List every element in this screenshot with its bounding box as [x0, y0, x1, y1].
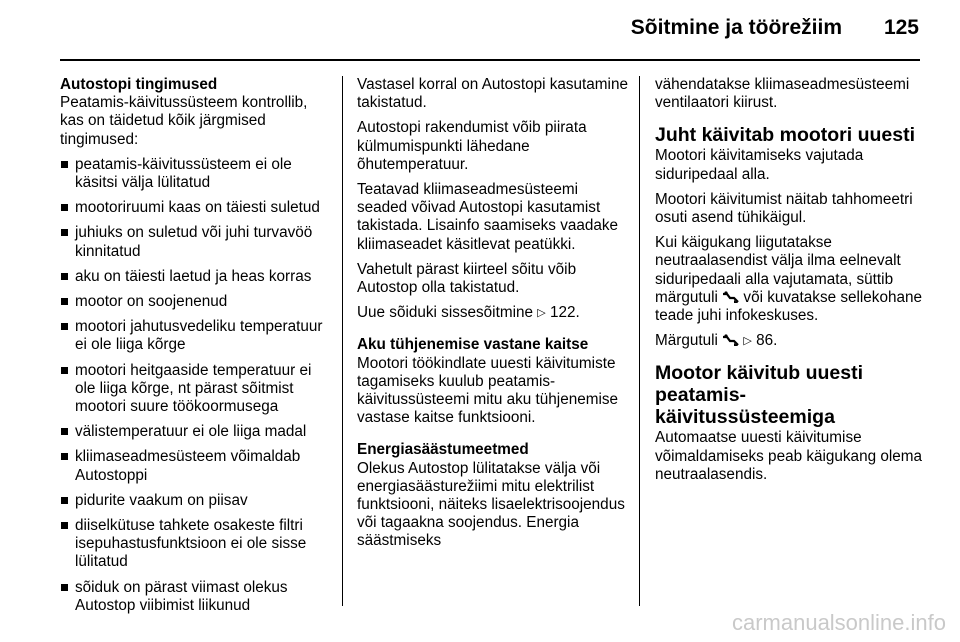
bullet-icon — [61, 204, 68, 211]
column-1 — [60, 76, 332, 615]
bullet-icon — [61, 298, 68, 305]
bullet-icon — [61, 584, 68, 591]
paragraph-text: Märgutuli — [655, 332, 718, 350]
list-item — [60, 224, 332, 260]
paragraph: vähendatakse kliimaseadmesüsteemi ventilaatori kiirust. — [655, 76, 910, 112]
bullet-icon — [61, 453, 68, 460]
column-3 — [655, 76, 923, 491]
list-item — [60, 199, 332, 217]
list-item — [60, 517, 332, 572]
bullet-icon — [61, 428, 68, 435]
list-item — [60, 579, 332, 615]
list-item-text: pidurite vaakum on piisav — [75, 491, 248, 509]
column-divider — [342, 76, 343, 606]
paragraph: Vastasel korral on Autostopi kasutamine takistatud. — [357, 76, 628, 112]
paragraph: Vahetult pärast kiirteel sõitu võib Autostop olla takistatud. — [357, 260, 577, 297]
driver-restart-heading: Juht käivitab mootori uuesti — [655, 124, 916, 147]
bullet-icon — [61, 323, 68, 330]
paragraph: Teatavad kliimaseadmesüsteemi seaded võivad Autostopi kasutamist takistada. Lisainfo saamiseks vaadake kliimaseadet käsitlevat peatükki. — [357, 181, 619, 253]
battery-protection-heading: Aku tühjenemise vastane kaitse — [357, 336, 589, 354]
autostop-indicator-icon — [722, 291, 739, 304]
autostop-indicator-icon — [722, 334, 739, 347]
list-item-text: juhiuks on suletud või juhi turvavöö kinnitatud — [75, 224, 313, 260]
list-item-text: kliimaseadmesüsteem võimaldab Autostoppi — [75, 448, 301, 484]
paragraph: Autostopi rakendumist võib piirata külmumispunkti lähedane õhutemperatuur. — [357, 119, 587, 173]
energy-saving-heading: Energiasäästumeetmed — [357, 441, 529, 459]
list-item — [60, 448, 332, 484]
bullet-icon — [61, 522, 68, 529]
list-item — [60, 318, 332, 354]
page-title: Sõitmine ja töörežiim — [630, 16, 842, 39]
list-item-text: mootor on soojenenud — [75, 293, 228, 311]
header-rule — [60, 59, 920, 61]
bullet-icon — [61, 367, 68, 374]
list-item-text: peatamis-käivitussüsteem ei ole käsitsi välja lülitatud — [75, 155, 292, 192]
list-item-text: välistemperatuur ei ole liiga madal — [75, 423, 307, 441]
column-2 — [357, 76, 629, 558]
paragraph — [655, 332, 923, 350]
paragraph — [357, 304, 629, 322]
page-reference[interactable]: 86. — [756, 332, 778, 350]
list-item-text: mootoriruumi kaas on täiesti suletud — [75, 199, 320, 217]
paragraph-text: Kui käigukang liigutatakse neutraalasendist välja ilma eelnevalt siduripedaali alla vajutamata, süttib märgutuli — [655, 234, 901, 306]
list-item — [60, 268, 332, 286]
bullet-icon — [61, 161, 68, 168]
autostop-conditions-intro: Peatamis-käivitussüsteem kontrollib, kas on täidetud kõik järgmised tingimused: — [60, 94, 308, 148]
column-divider — [639, 76, 640, 606]
list-item — [60, 423, 332, 441]
paragraph: Automaatse uuesti käivitumise võimaldamiseks peab käigukang olema neutraalasendis. — [655, 429, 922, 483]
cross-reference-text: Uue sõiduki sissesõitmine — [357, 304, 533, 322]
bullet-icon — [61, 497, 68, 504]
list-item-text: aku on täiesti laetud ja heas korras — [75, 267, 312, 285]
paragraph-text: või kuvatakse sellekohane teade juhi infokeskuses. — [655, 288, 922, 325]
page-reference[interactable]: 122. — [549, 304, 580, 322]
list-item-text: sõiduk on pärast viimast olekus Autostop viibimist liikunud — [75, 578, 288, 614]
autostop-conditions-heading: Autostopi tingimused — [60, 76, 218, 93]
paragraph: Mootori käivitamiseks vajutada siduripedaal alla. — [655, 147, 864, 183]
conditions-list — [60, 156, 332, 615]
list-item-text: mootori heitgaaside temperatuur ei ole liiga kõrge, nt pärast sõitmist mootori suure töökoormusega — [75, 361, 312, 416]
page-number: 125 — [883, 16, 919, 39]
list-item — [60, 362, 332, 417]
paragraph: Olekus Autostop lülitatakse välja või energiasäästurežiimi mitu elektrilist funktsiooni, näiteks lisaelektrisoojendus või tagaakna soojendus. Energia säästmiseks — [357, 459, 625, 550]
list-item — [60, 293, 332, 311]
watermark: carmanualsonline.info — [731, 610, 946, 635]
auto-restart-heading: Mootor käivitub uuesti peatamis-käivitussüsteemiga — [655, 362, 864, 429]
paragraph: Mootori töökindlate uuesti käivitumiste tagamiseks kuulub peatamis-käivitussüsteemi mitu aku tühjenemise vastase kaitse funktsiooni. — [357, 354, 619, 427]
page-reference-arrow-icon: ▷ — [537, 307, 546, 320]
paragraph: Mootori käivitumist näitab tahhomeetri osuti asend tühikäigul. — [655, 190, 913, 227]
bullet-icon — [61, 273, 68, 280]
list-item-text: mootori jahutusvedeliku temperatuur ei ole liiga kõrge — [75, 318, 323, 354]
bullet-icon — [61, 229, 68, 236]
list-item — [60, 492, 332, 510]
page-reference-arrow-icon: ▷ — [743, 335, 752, 348]
list-item-text: diiselkütuse tahkete osakeste filtri isepuhastusfunktsioon ei ole sisse lülitatud — [75, 517, 307, 571]
list-item — [60, 156, 332, 192]
paragraph — [655, 234, 923, 325]
page-header — [0, 0, 960, 60]
